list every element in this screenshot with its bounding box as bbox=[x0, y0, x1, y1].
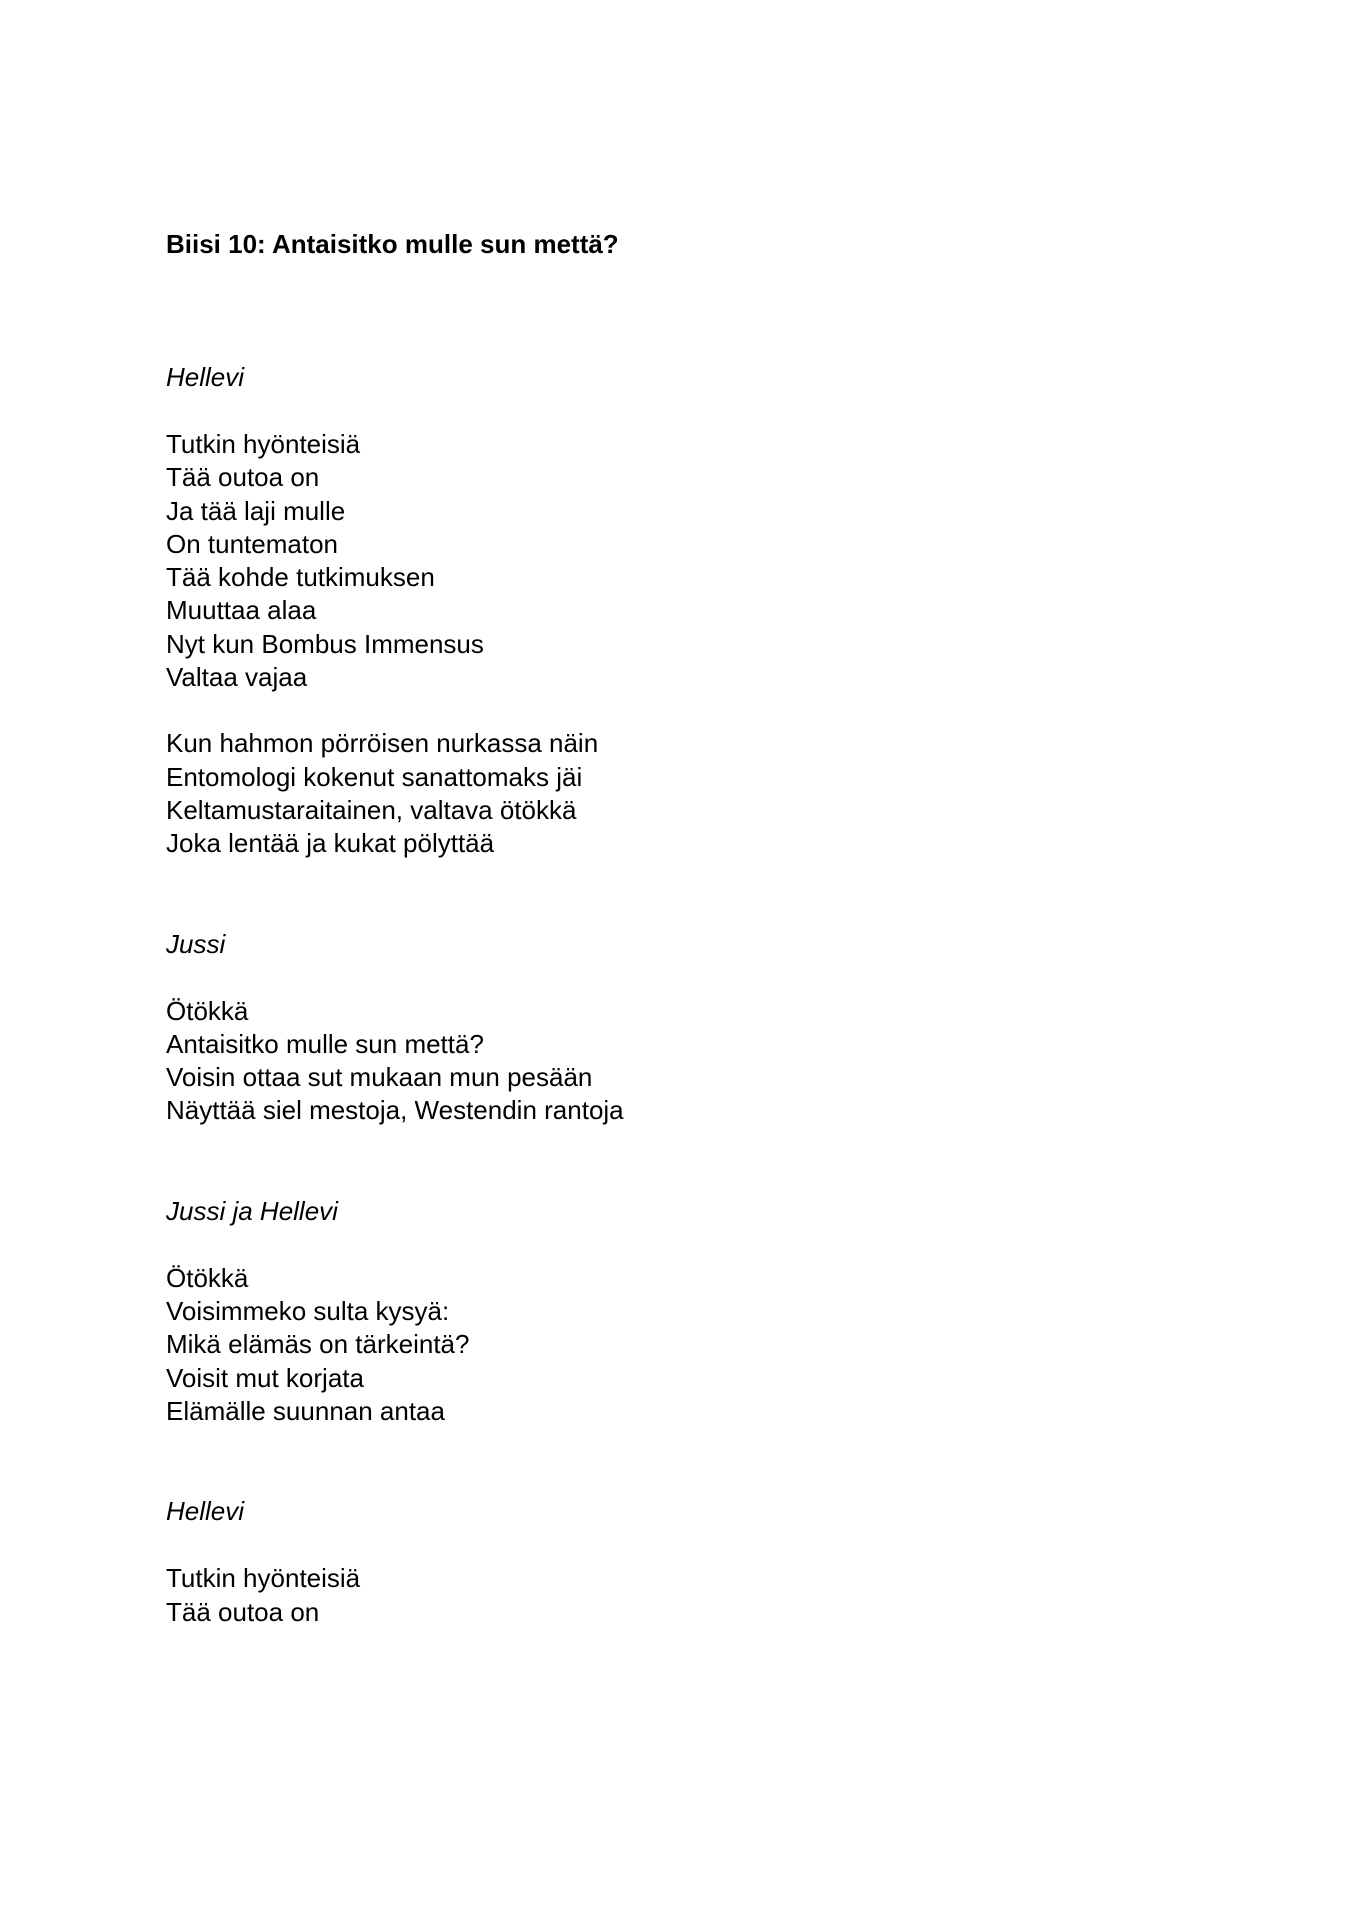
speaker-label: Hellevi bbox=[166, 1496, 245, 1527]
lyrics-page bbox=[166, 228, 1266, 1629]
lyric-line: On tuntematon bbox=[166, 528, 338, 559]
lyric-line: Ötökkä bbox=[166, 1262, 249, 1293]
lyrics-section bbox=[166, 361, 1266, 861]
lyrics-section bbox=[166, 928, 1266, 1128]
lyric-line: Tutkin hyönteisiä bbox=[166, 429, 361, 459]
lyric-line: Antaisitko mulle sun mettä? bbox=[166, 1028, 484, 1059]
lyric-line: Muuttaa alaa bbox=[166, 595, 317, 626]
lyric-line: Voisin ottaa sut mukaan mun pesään bbox=[166, 1062, 593, 1093]
stanza bbox=[166, 428, 1266, 694]
stanza bbox=[166, 995, 1266, 1128]
stanza bbox=[166, 1562, 1266, 1629]
speaker-label: Jussi ja Hellevi bbox=[166, 1195, 338, 1226]
lyric-line: Ja tää laji mulle bbox=[166, 495, 346, 526]
lyric-line: Voisit mut korjata bbox=[166, 1362, 364, 1393]
lyric-line: Nyt kun Bombus Immensus bbox=[166, 628, 484, 659]
lyric-line: Joka lentää ja kukat pölyttää bbox=[166, 828, 495, 859]
lyric-line: Näyttää siel mestoja, Westendin rantoja bbox=[166, 1095, 624, 1126]
song-title: Biisi 10: Antaisitko mulle sun mettä? bbox=[166, 229, 619, 259]
lyric-line: Elämälle suunnan antaa bbox=[166, 1395, 445, 1426]
stanza bbox=[166, 1262, 1266, 1428]
lyric-line: Tää outoa on bbox=[166, 462, 320, 493]
lyric-line: Keltamustaraitainen, valtava ötökkä bbox=[166, 794, 577, 825]
spacer bbox=[166, 261, 1266, 361]
lyric-line: Tää kohde tutkimuksen bbox=[166, 562, 435, 593]
lyric-line: Tää outoa on bbox=[166, 1596, 320, 1627]
stanza bbox=[166, 727, 1266, 860]
speaker-label: Jussi bbox=[166, 928, 226, 959]
lyric-line: Ötökkä bbox=[166, 995, 249, 1026]
lyric-line: Kun hahmon pörröisen nurkassa näin bbox=[166, 728, 599, 759]
lyrics-section bbox=[166, 1195, 1266, 1428]
lyric-line: Tutkin hyönteisiä bbox=[166, 1563, 361, 1594]
lyric-line: Mikä elämäs on tärkeintä? bbox=[166, 1329, 470, 1360]
lyric-line: Valtaa vajaa bbox=[166, 662, 308, 693]
speaker-label: Hellevi bbox=[166, 362, 245, 392]
lyric-line: Entomologi kokenut sanattomaks jäi bbox=[166, 761, 583, 792]
lyrics-section bbox=[166, 1495, 1266, 1629]
lyric-line: Voisimmeko sulta kysyä: bbox=[166, 1296, 450, 1327]
